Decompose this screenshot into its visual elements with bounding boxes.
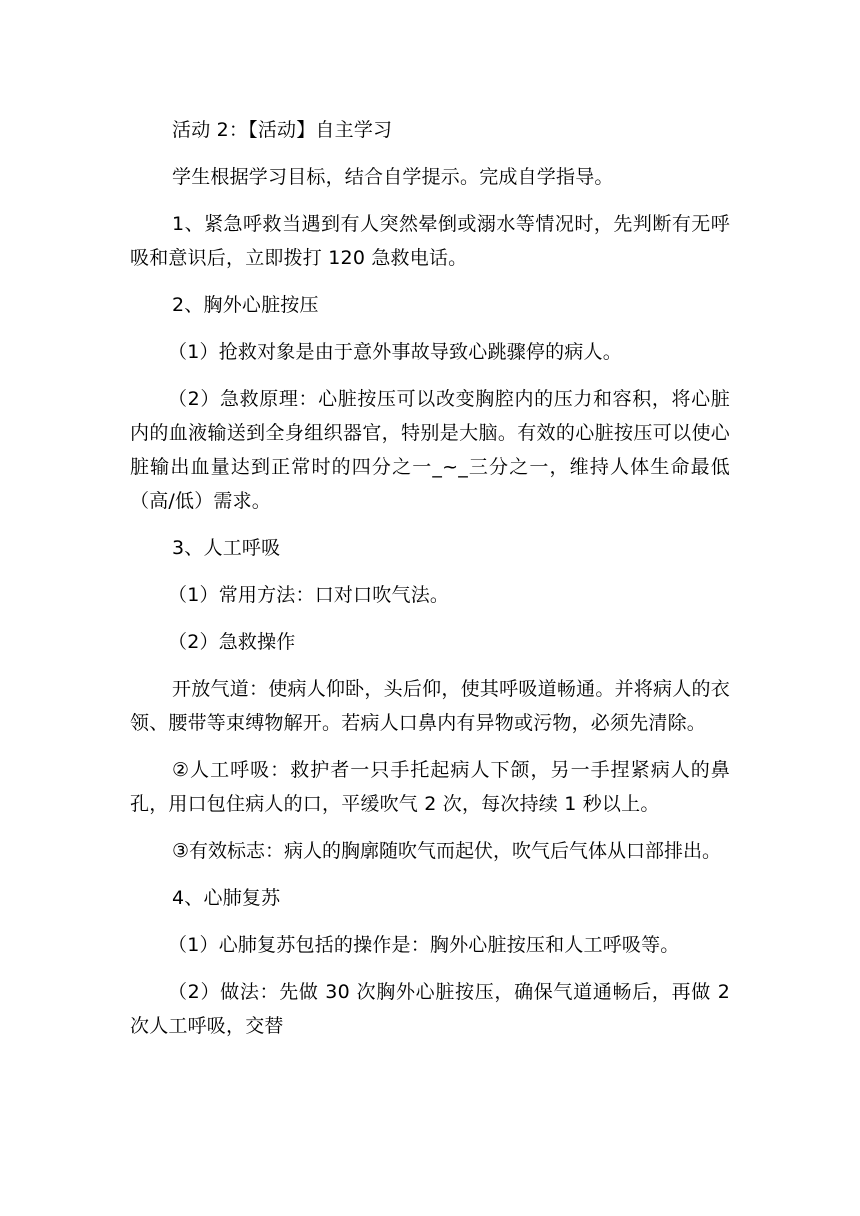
section-2-item-1: （1）抢救对象是由于意外事故导致心跳骤停的病人。 xyxy=(168,341,622,363)
section-4-heading: 4、心肺复苏 xyxy=(172,887,281,909)
artificial-breathing-paragraph: ②人工呼吸：救护者一只手托起病人下颌，另一手捏紧病人的鼻孔，用口包住病人的口，平缓吹气 2 次，每次持续 1 秒以上。 xyxy=(130,759,730,815)
effective-sign-paragraph: ③有效标志：病人的胸廓随吹气而起伏，吹气后气体从口部排出。 xyxy=(172,840,722,862)
section-3-item-2: （2）急救操作 xyxy=(168,631,296,653)
intro-paragraph: 学生根据学习目标，结合自学提示。完成自学指导。 xyxy=(172,166,614,188)
activity-heading: 活动 2：【活动】自主学习 xyxy=(172,119,393,141)
section-3-item-1: （1）常用方法：口对口吹气法。 xyxy=(168,584,450,606)
section-4-item-1: （1）心肺复苏包括的操作是：胸外心脏按压和人工呼吸等。 xyxy=(168,934,680,956)
section-2-item-2: （2）急救原理：心脏按压可以改变胸腔内的压力和容积，将心脏内的血液输送到全身组织器官，特别是大脑。有效的心脏按压可以使心脏输出血量达到正常时的四分之一_~_三分之一，维持人体生命最低（高/低）需求。 xyxy=(130,388,730,512)
document-body xyxy=(130,113,730,1056)
section-2-heading: 2、胸外心脏按压 xyxy=(172,294,319,316)
section-1-emergency-call: 1、紧急呼救当遇到有人突然晕倒或溺水等情况时，先判断有无呼吸和意识后，立即拨打 120 急救电话。 xyxy=(130,213,730,269)
section-4-item-2: （2）做法：先做 30 次胸外心脏按压，确保气道通畅后，再做 2 次人工呼吸，交替 xyxy=(130,981,730,1037)
section-3-heading: 3、人工呼吸 xyxy=(172,537,281,559)
open-airway-paragraph: 开放气道：使病人仰卧，头后仰，使其呼吸道畅通。并将病人的衣领、腰带等束缚物解开。若病人口鼻内有异物或污物，必须先清除。 xyxy=(130,678,730,734)
